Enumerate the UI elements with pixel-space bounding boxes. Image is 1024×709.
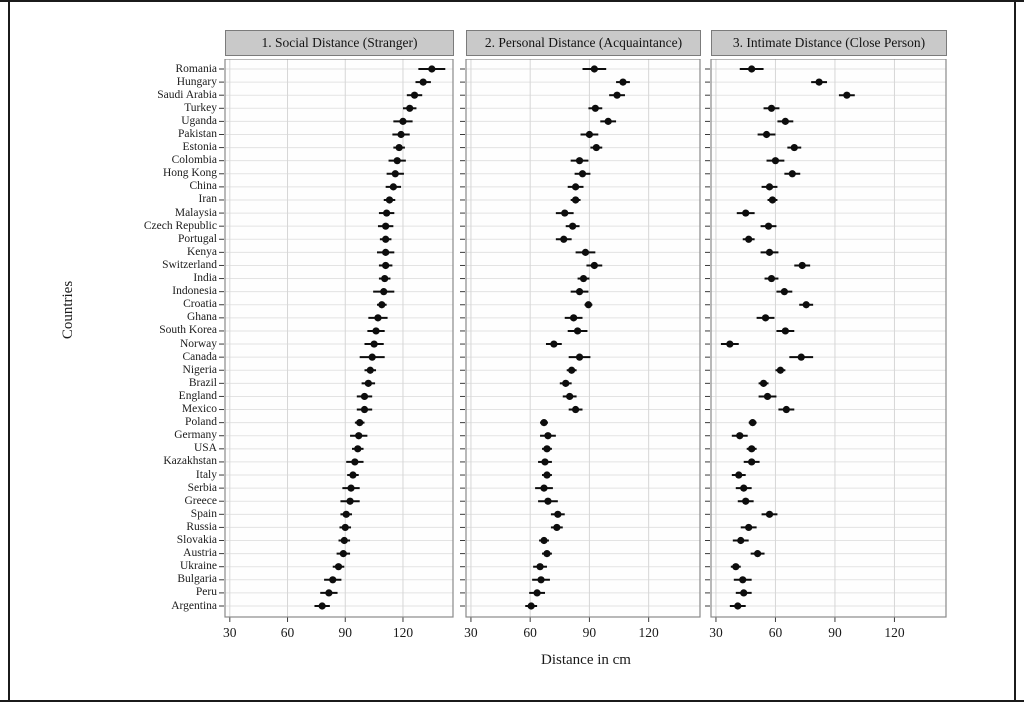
data-point-dot (396, 144, 403, 151)
country-label: Colombia (171, 154, 217, 167)
data-point-dot (544, 432, 551, 439)
country-label: China (189, 180, 217, 193)
data-point-dot (762, 314, 769, 321)
data-point-dot (591, 65, 598, 72)
data-point-dot (329, 576, 336, 583)
data-point-dot (748, 458, 755, 465)
data-point-dot (343, 511, 350, 518)
data-point-dot (381, 275, 388, 282)
data-point-dot (382, 236, 389, 243)
country-label: Malaysia (174, 206, 217, 219)
data-point-dot (560, 236, 567, 243)
country-label: Kenya (186, 245, 217, 258)
country-label: Croatia (183, 298, 217, 311)
x-tick-label: 60 (523, 625, 537, 640)
data-point-dot (382, 262, 389, 269)
data-point-dot (411, 92, 418, 99)
data-point-dot (319, 602, 326, 609)
data-point-dot (386, 196, 393, 203)
data-point-dot (843, 92, 850, 99)
country-label: Turkey (184, 101, 217, 114)
data-point-dot (554, 511, 561, 518)
data-point-dot (367, 367, 374, 374)
x-tick-label: 120 (638, 625, 659, 640)
x-axis-title: Distance in cm (541, 652, 631, 668)
x-tick-label: 90 (338, 625, 353, 640)
data-point-dot (568, 367, 575, 374)
data-point-dot (369, 354, 376, 361)
data-point-dot (399, 118, 406, 125)
country-label: Peru (195, 586, 217, 599)
plot-panel-intimate (705, 59, 947, 647)
data-point-dot (748, 445, 755, 452)
data-point-dot (803, 301, 810, 308)
data-point-dot (361, 406, 368, 413)
data-point-dot (735, 471, 742, 478)
data-point-dot (763, 131, 770, 138)
country-label: Ukraine (179, 560, 217, 573)
data-point-dot (550, 340, 557, 347)
data-point-dot (543, 471, 550, 478)
data-point-dot (536, 563, 543, 570)
data-point-dot (394, 157, 401, 164)
data-point-dot (372, 327, 379, 334)
data-point-dot (566, 393, 573, 400)
country-label: Estonia (182, 141, 217, 154)
data-point-dot (745, 236, 752, 243)
data-point-dot (541, 458, 548, 465)
country-label: Kazakhstan (163, 455, 217, 468)
figure-frame-bottom (0, 700, 1024, 702)
country-label: Italy (195, 468, 217, 481)
data-point-dot (782, 118, 789, 125)
data-point-dot (397, 131, 404, 138)
y-axis-title: Countries (60, 280, 76, 340)
data-point-dot (540, 485, 547, 492)
data-point-dot (764, 393, 771, 400)
data-point-dot (325, 589, 332, 596)
data-point-dot (553, 524, 560, 531)
data-point-dot (354, 445, 361, 452)
country-label: Serbia (187, 481, 217, 494)
data-point-dot (572, 196, 579, 203)
country-label: Poland (185, 416, 217, 429)
data-point-dot (765, 223, 772, 230)
data-point-dot (570, 314, 577, 321)
data-point-dot (766, 511, 773, 518)
data-point-dot (586, 131, 593, 138)
country-label: Pakistan (178, 127, 217, 140)
data-point-dot (576, 288, 583, 295)
data-point-dot (740, 589, 747, 596)
data-point-dot (383, 209, 390, 216)
data-point-dot (371, 340, 378, 347)
data-point-dot (537, 576, 544, 583)
figure-frame-top (0, 0, 1024, 2)
data-point-dot (745, 524, 752, 531)
country-label: Portugal (178, 232, 217, 245)
data-point-dot (777, 367, 784, 374)
data-point-dot (585, 301, 592, 308)
x-tick-label: 120 (392, 625, 414, 640)
data-point-dot (562, 380, 569, 387)
country-labels-column (0, 59, 218, 617)
data-point-dot (781, 288, 788, 295)
data-point-dot (374, 314, 381, 321)
panel-background (711, 59, 946, 617)
panel-background (225, 59, 453, 617)
country-label: Uganda (181, 114, 217, 127)
data-point-dot (613, 92, 620, 99)
data-point-dot (382, 249, 389, 256)
data-point-dot (543, 445, 550, 452)
country-label: Iran (198, 193, 217, 206)
data-point-dot (592, 105, 599, 112)
country-label: England (178, 389, 217, 402)
data-point-dot (378, 301, 385, 308)
country-label: Bulgaria (177, 573, 217, 586)
data-point-dot (740, 485, 747, 492)
data-point-dot (355, 432, 362, 439)
data-point-dot (734, 602, 741, 609)
data-point-dot (382, 223, 389, 230)
data-point-dot (739, 576, 746, 583)
country-label: India (193, 272, 217, 285)
data-point-dot (540, 419, 547, 426)
data-point-dot (349, 471, 356, 478)
country-label: Austria (183, 547, 217, 560)
country-label: Romania (175, 62, 217, 75)
country-label: Hong Kong (163, 167, 217, 180)
x-tick-label: 60 (280, 625, 295, 640)
data-point-dot (365, 380, 372, 387)
data-point-dot (619, 78, 626, 85)
data-point-dot (341, 537, 348, 544)
data-point-dot (347, 485, 354, 492)
data-point-dot (576, 157, 583, 164)
panel-header-personal: 2. Personal Distance (Acquaintance) (466, 30, 701, 56)
data-point-dot (766, 183, 773, 190)
country-label: Ghana (186, 311, 217, 324)
data-point-dot (569, 223, 576, 230)
data-point-dot (420, 78, 427, 85)
country-label: Greece (184, 494, 217, 507)
data-point-dot (533, 589, 540, 596)
figure-frame-right (1014, 2, 1016, 702)
data-point-dot (749, 419, 756, 426)
data-point-dot (335, 563, 342, 570)
country-label: Spain (190, 507, 217, 520)
panel-header-social: 1. Social Distance (Stranger) (225, 30, 454, 56)
x-tick-label: 30 (223, 625, 237, 640)
x-tick-label: 90 (828, 625, 842, 640)
country-label: Brazil (188, 376, 217, 389)
country-label: Germany (174, 429, 217, 442)
x-tick-label: 60 (768, 625, 783, 640)
panel-header-intimate: 3. Intimate Distance (Close Person) (711, 30, 947, 56)
data-point-dot (754, 550, 761, 557)
country-label: Indonesia (172, 285, 217, 298)
country-label: USA (193, 442, 217, 455)
data-point-dot (390, 183, 397, 190)
data-point-dot (574, 327, 581, 334)
data-point-dot (340, 550, 347, 557)
panel-background (466, 59, 700, 617)
data-point-dot (726, 340, 733, 347)
country-label: Mexico (181, 403, 217, 416)
x-tick-label: 90 (582, 625, 597, 640)
data-point-dot (768, 105, 775, 112)
country-label: Argentina (171, 599, 217, 612)
country-label: Czech Republic (143, 219, 217, 232)
data-point-dot (736, 432, 743, 439)
data-point-dot (561, 209, 568, 216)
country-label: Russia (186, 520, 217, 533)
x-tick-label: 30 (709, 625, 723, 640)
x-tick-label: 120 (884, 625, 905, 640)
data-point-dot (580, 275, 587, 282)
data-point-dot (342, 524, 349, 531)
data-point-dot (540, 537, 547, 544)
data-point-dot (591, 262, 598, 269)
country-label: Saudi Arabia (157, 88, 217, 101)
country-label: Canada (182, 350, 217, 363)
data-point-dot (605, 118, 612, 125)
country-label: Norway (179, 337, 217, 350)
data-point-dot (543, 550, 550, 557)
data-point-dot (528, 602, 535, 609)
data-point-dot (544, 498, 551, 505)
country-label: Slovakia (176, 534, 217, 546)
data-point-dot (768, 275, 775, 282)
data-point-dot (798, 354, 805, 361)
data-point-dot (769, 196, 776, 203)
data-point-dot (742, 209, 749, 216)
country-label: South Korea (159, 324, 217, 337)
data-point-dot (579, 170, 586, 177)
data-point-dot (782, 327, 789, 334)
data-point-dot (346, 498, 353, 505)
data-point-dot (732, 563, 739, 570)
data-point-dot (406, 105, 413, 112)
data-point-dot (351, 458, 358, 465)
data-point-dot (572, 183, 579, 190)
data-point-dot (572, 406, 579, 413)
data-point-dot (576, 354, 583, 361)
country-label: Hungary (176, 75, 217, 88)
data-point-dot (772, 157, 779, 164)
plot-panel-personal (460, 59, 701, 647)
data-point-dot (737, 537, 744, 544)
x-tick-label: 30 (464, 625, 478, 640)
data-point-dot (428, 65, 435, 72)
country-label: Nigeria (182, 363, 217, 376)
data-point-dot (789, 170, 796, 177)
data-point-dot (748, 65, 755, 72)
plot-panel-social (219, 59, 454, 647)
data-point-dot (392, 170, 399, 177)
data-point-dot (380, 288, 387, 295)
data-point-dot (783, 406, 790, 413)
data-point-dot (356, 419, 363, 426)
data-point-dot (742, 498, 749, 505)
data-point-dot (791, 144, 798, 151)
data-point-dot (760, 380, 767, 387)
data-point-dot (582, 249, 589, 256)
data-point-dot (593, 144, 600, 151)
country-label: Switzerland (162, 258, 217, 271)
data-point-dot (799, 262, 806, 269)
data-point-dot (815, 78, 822, 85)
data-point-dot (766, 249, 773, 256)
data-point-dot (361, 393, 368, 400)
